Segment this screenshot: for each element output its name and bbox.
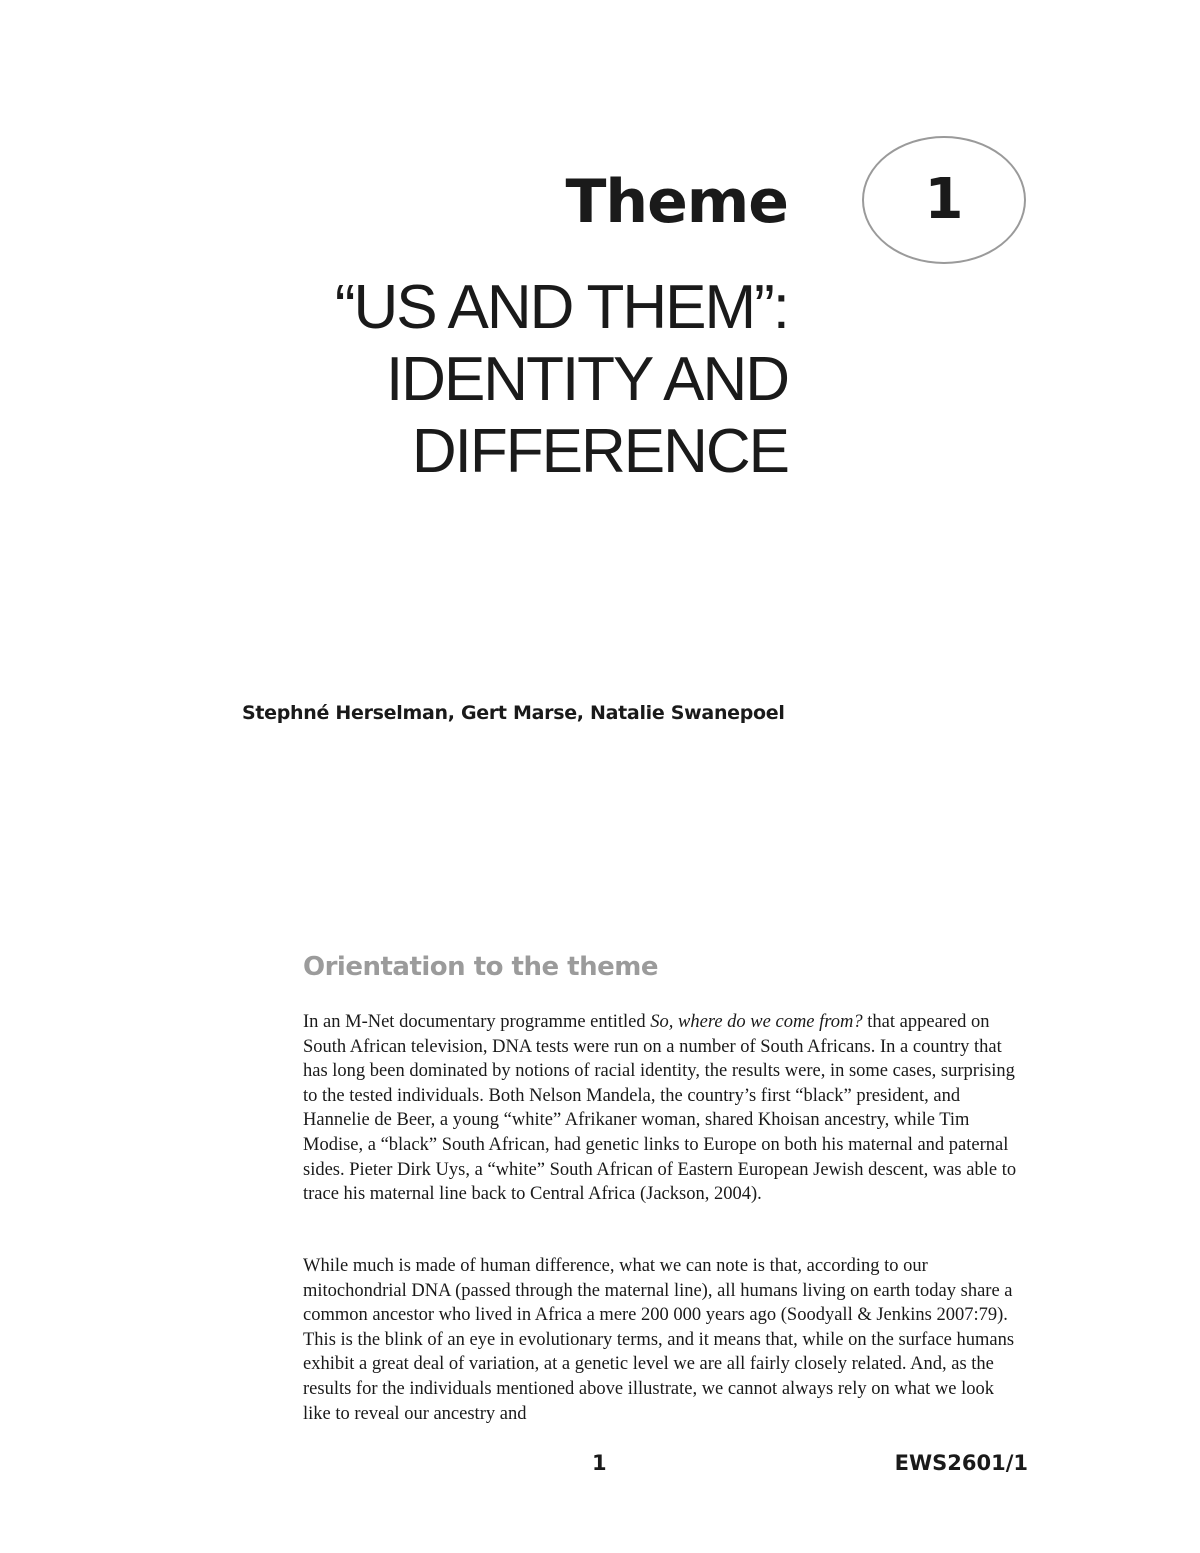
page-number: 1 [592,1451,607,1475]
theme-number-badge [862,136,1026,264]
theme-title-line-1: “US AND THEM”: [334,273,788,342]
theme-label: Theme [565,167,788,237]
theme-title-line-2: IDENTITY AND [385,345,788,414]
documentary-title: So, where do we come from? [650,1012,863,1032]
theme-title-line-3: DIFFERENCE [411,417,788,486]
body-paragraph-2: While much is made of human difference, what we can note is that, according to our mitochondrial DNA (passed through the maternal line), all humans living on earth today share a common ancestor who lived in Africa a mere 200 000 years ago (Soodyall & Jenkins 2007:79). This is the blink of an eye in evolutionary terms, and it means that, while on the surface humans exhibit a great deal of variation, at a genetic level we are all fairly closely related. And, as the results for the individuals mentioned above illustrate, we cannot always rely on what we look like to reveal our ancestry and [303,1256,1015,1424]
body-paragraph-1 [303,1010,1025,1207]
section-heading: Orientation to the theme [303,952,658,982]
paragraph-1-text-start: In an M-Net documentary programme entitled [303,1012,651,1032]
paragraph-1-text-end: that appeared on South African television, DNA tests were run on a number of South Africans. In a country that has long been dominated by notions of racial identity, the results were, in some cases, surprising to the tested individuals. Both Nelson Mandela, the country’s first “black” president, and Hannelie de Beer, a young “white” Afrikaner woman, shared Khoisan ancestry, while Tim Modise, a “black” South African, had genetic links to Europe on both his maternal and paternal sides. Pieter Dirk Uys, a “white” South African of Eastern European Jewish descent, was able to trace his maternal line back to Central Africa (Jackson, 2004). [303,1012,1017,1205]
theme-number: 1 [924,167,964,232]
theme-title [228,272,788,488]
authors: Stephné Herselman, Gert Marse, Natalie Swanepoel [242,702,785,724]
course-code: EWS2601/1 [894,1451,1028,1475]
